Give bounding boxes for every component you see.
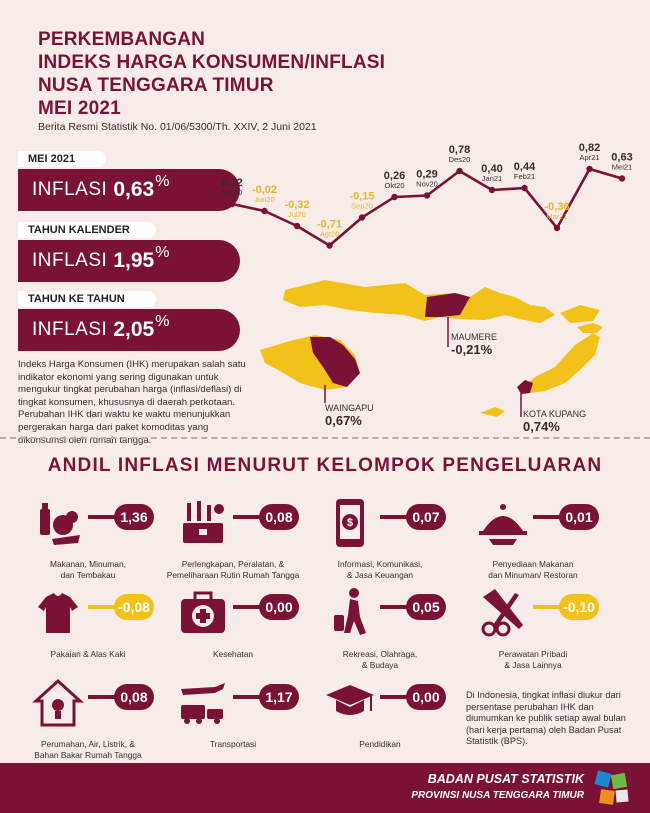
category-value-badge: 0,08 — [114, 684, 154, 710]
traveler-icon — [322, 585, 378, 646]
footer-bar — [0, 763, 650, 813]
cloche-icon — [475, 495, 531, 556]
summary-pill — [18, 309, 240, 351]
maumere-label: MAUMERE — [451, 332, 498, 342]
data-label: -0,32 — [284, 199, 310, 211]
data-label: -0,36 — [544, 201, 570, 213]
category-caption: Perawatan Pribadi & Jasa Lainnya — [498, 649, 568, 670]
flores-island — [283, 280, 555, 323]
x-tick-label: Agt20 — [319, 229, 340, 239]
data-label: 0,78 — [448, 144, 471, 156]
data-label: 0,44 — [513, 161, 536, 173]
summary-word: INFLASI — [32, 319, 108, 340]
category-caption: Pakaian & Alas Kaki — [50, 649, 126, 659]
x-tick-label: Mei20 — [221, 188, 243, 197]
data-label: 0,40 — [481, 163, 503, 175]
title-line-1: PERKEMBANGAN — [38, 29, 206, 50]
summary-block-1 — [18, 151, 243, 211]
data-point — [554, 225, 560, 231]
data-label: -0,71 — [316, 218, 343, 231]
category-value-badge: 1,17 — [259, 684, 299, 710]
data-label: 0,12 — [221, 177, 243, 189]
waingapu-label: WAINGAPU — [325, 403, 374, 413]
category-value-badge: -0,10 — [559, 594, 599, 620]
footer-province: PROVINSI NUSA TENGGARA TIMUR — [411, 790, 584, 801]
map-land — [260, 280, 603, 417]
data-label: 0,82 — [578, 142, 601, 154]
phone-money-icon — [322, 495, 378, 556]
data-point — [294, 223, 300, 229]
kupang-value: 0,74% — [523, 419, 560, 434]
transport-icon — [175, 675, 231, 736]
house-icon — [30, 675, 86, 736]
rote-island — [480, 407, 505, 417]
category-value-badge: 0,00 — [259, 594, 299, 620]
data-label: -0,15 — [349, 190, 375, 203]
x-tick-label: Jul20 — [288, 210, 306, 219]
graduation-cap-icon — [322, 675, 378, 736]
data-label: 0,29 — [416, 168, 438, 181]
category-value-badge: 0,05 — [406, 594, 446, 620]
data-point — [489, 187, 495, 193]
data-label: 0,26 — [383, 170, 406, 182]
ihk-description: Indeks Harga Konsumen (IHK) merupakan salah satu indikator ekonomi yang sering digunakan untuk mengukur tingkat perubahan harga (inflasi/deflasi) di tingkat konsumen, khususnya di daerah perkotaan. Perubahan IHK dari waktu ke waktu menunjukkan pergerakan harga dari paket komoditas yang dikonsumsi oleh rumah tangga. — [18, 359, 246, 446]
summary-pill — [18, 240, 240, 282]
category-value-badge: 1,36 — [114, 504, 154, 530]
x-tick-label: Okt20 — [384, 181, 405, 190]
scissors-comb-icon — [475, 585, 531, 646]
x-tick-label: Feb21 — [513, 172, 536, 181]
category-caption: Makanan, Minuman, dan Tembakau — [50, 559, 126, 580]
data-point — [261, 208, 267, 214]
data-point — [521, 185, 527, 191]
category-caption: Kesehatan — [212, 649, 254, 659]
summary-value: 1,95 — [113, 249, 155, 272]
inflation-line-chart — [210, 142, 640, 270]
data-point — [619, 175, 625, 181]
category-caption: Penyediaan Makanan dan Minuman/ Restoran — [488, 559, 578, 580]
bps-logo-icon — [592, 768, 632, 808]
summary-unit: % — [155, 244, 170, 261]
title-line-3: NUSA TENGGARA TIMUR — [38, 75, 274, 96]
category-caption: Perumahan, Air, Listrik, & Bahan Bakar Rumah Tangga — [34, 739, 142, 760]
alor-island — [577, 323, 603, 333]
shirt-icon — [30, 585, 86, 646]
category-caption: Informasi, Komunikasi, & Jasa Keuangan — [337, 559, 423, 580]
summary-unit: % — [155, 173, 170, 190]
summary-pill — [18, 169, 243, 211]
svg-text:$: $ — [346, 517, 354, 529]
category-value-badge: 0,01 — [559, 504, 599, 530]
tools-icon — [175, 495, 231, 556]
x-tick-label: Mei21 — [611, 162, 633, 172]
x-tick-label: Jan21 — [481, 174, 503, 183]
data-label: -0,02 — [251, 184, 278, 196]
footer-agency: BADAN PUSAT STATISTIK — [427, 772, 584, 786]
data-point — [586, 166, 592, 172]
summary-block-2 — [18, 222, 240, 282]
summary-label: TAHUN KALENDER — [18, 222, 156, 238]
dashed-divider — [0, 437, 650, 439]
data-point — [456, 168, 462, 174]
category-value-badge: 0,07 — [406, 504, 446, 530]
x-tick-label: Des20 — [448, 155, 471, 164]
summary-block-3 — [18, 291, 240, 351]
category-value-badge: 0,00 — [406, 684, 446, 710]
small-islands — [560, 305, 600, 323]
kupang-label: KOTA KUPANG — [523, 409, 587, 419]
data-point — [359, 214, 365, 220]
x-tick-label: Sep20 — [351, 201, 373, 211]
waingapu-value: 0,67% — [325, 413, 362, 428]
title-line-2: INDEKS HARGA KONSUMEN/INFLASI — [38, 52, 386, 73]
x-tick-label: Apr21 — [579, 153, 600, 162]
category-caption: Pendidikan — [359, 739, 401, 749]
summary-label: MEI 2021 — [18, 151, 106, 167]
summary-word: INFLASI — [32, 250, 108, 271]
summary-value: 0,63 — [113, 178, 155, 201]
summary-unit: % — [155, 313, 170, 330]
x-tick-label: Nov20 — [416, 179, 438, 189]
category-value-badge: 0,08 — [259, 504, 299, 530]
bps-note: Di Indonesia, tingkat inflasi diukur dari persentase perubahan IHK dan diumumkan ke publik setiap awal bulan (hari kerja pertama) oleh Badan Pusat Statistik (BPS). — [466, 690, 626, 747]
data-label: 0,63 — [611, 151, 633, 164]
summary-value: 2,05 — [113, 318, 155, 341]
category-caption: Rekreasi, Olahraga, & Budaya — [342, 649, 418, 670]
x-tick-label: Mar21 — [546, 212, 568, 221]
first-aid-icon — [175, 585, 231, 646]
summary-label: TAHUN KE TAHUN — [18, 291, 156, 307]
title-line-4: MEI 2021 — [38, 98, 121, 119]
category-caption: Perlengkapan, Peralatan, & Pemeliharaan Rutin Rumah Tangga — [166, 559, 300, 580]
data-point — [424, 192, 430, 198]
data-point — [326, 242, 332, 248]
page-title — [38, 28, 398, 120]
x-tick-label: Jun20 — [254, 195, 275, 204]
data-point — [229, 201, 235, 207]
category-value-badge: -0,08 — [114, 594, 154, 620]
data-point — [391, 194, 397, 200]
section-title: ANDIL INFLASI MENURUT KELOMPOK PENGELUARAN — [47, 455, 603, 476]
category-caption: Transportasi — [209, 739, 257, 749]
food-icon — [30, 495, 86, 556]
summary-word: INFLASI — [32, 179, 108, 200]
maumere-value: -0,21% — [451, 342, 493, 357]
subtitle: Berita Resmi Statistik No. 01/06/5300/Th. XXIV, 2 Juni 2021 — [38, 121, 317, 133]
